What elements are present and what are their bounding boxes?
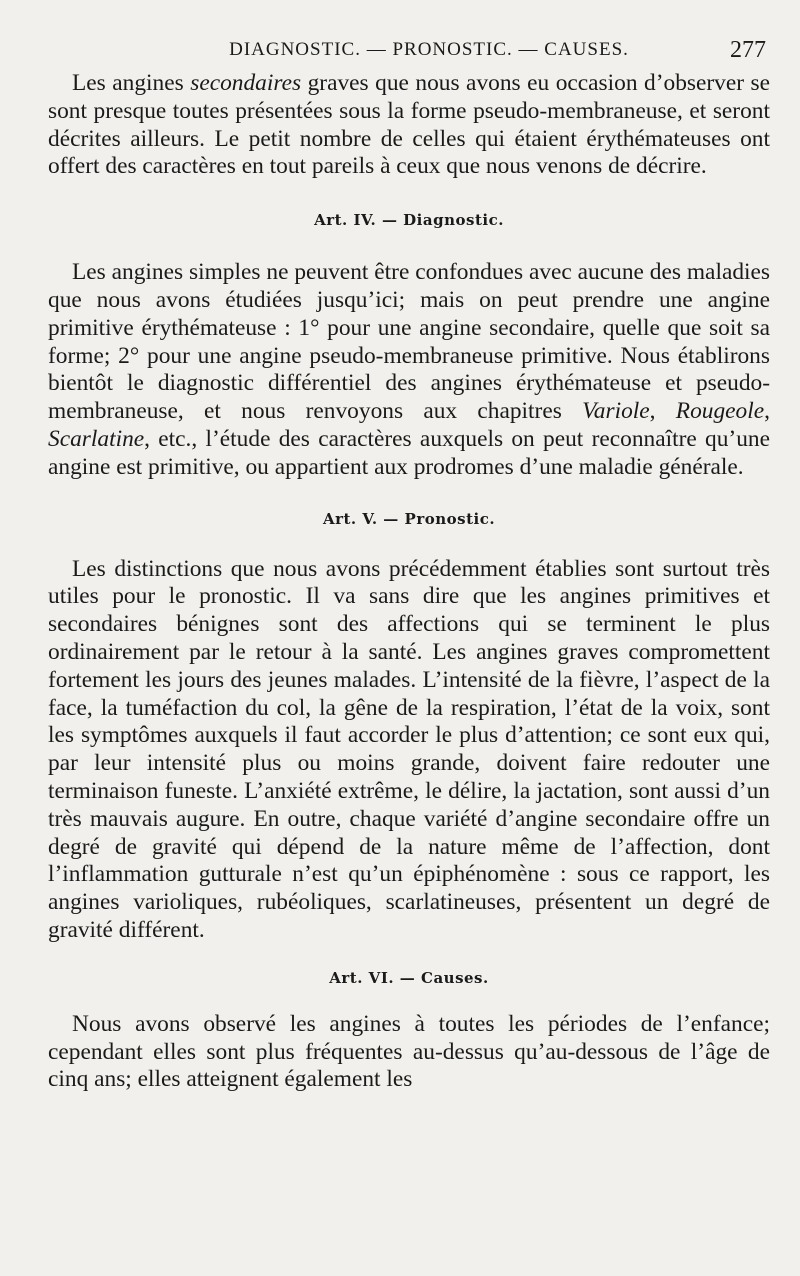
intro-text-b: graves que nous avons eu occasion d’observer se sont presque toutes présentées sous la forme pseudo-membraneuse, et seront décrites ailleurs. Le petit nombre de celles qui étaient érythémateuses ont offert des caractères en tout pareils à ceux que nous venons de décrire. <box>48 70 771 180</box>
chapter-ref-variole: Variole <box>582 398 650 425</box>
intro-italic-term: secondaires <box>190 70 302 96</box>
section-heading-causes: Art. VI. — Causes. <box>329 968 489 987</box>
causes-paragraph: Nous avons observé les angines à toutes les périodes de l’enfance; cependant elles sont plus fréquentes au-dessus qu’au-dessous de l’âge de cinq ans; elles atteignent également les <box>48 1010 770 1093</box>
diagnostic-text-a: Les angines simples ne peuvent être confondues avec aucune des maladies que nous avons étudiées jusqu’ici; mais on peut prendre une angine primitive érythémateuse : 1° pour une angine secondaire, quelle que soit sa forme; 2° pour une angine pseudo-membraneuse primitive. Nous établirons bientôt le diagnostic différentiel des angines érythémateuse et pseudo-membraneuse, et nous renvoyons aux chapitres <box>48 259 770 425</box>
page-header <box>48 30 770 70</box>
chapter-ref-scarlatine: Scarlatine <box>48 425 145 452</box>
pronostic-paragraph: Les distinctions que nous avons précédemment établies sont surtout très utiles pour le pronostic. Il va sans dire que les angines primitives et secondaires bénignes sont des affections qui se terminent le plus ordinairement par le retour à la santé. Les angines graves compromettent fortement les jours des jeunes malades. L’intensité de la fièvre, l’aspect de la face, la tuméfaction du col, la gêne de la respiration, l’état de la voix, sont les symptômes auxquels il faut accorder le plus d’attention; ce sont eux qui, par leur intensité plus ou moins grande, doivent faire redouter une terminaison funeste. L’anxiété extrême, le délire, la jactation, sont aussi d’un très mauvais augure. En outre, chaque variété d’angine secondaire offre un degré de gravité qui dépend de la nature même de l’affection, dont l’inflammation gutturale n’est qu’un épiphénomène : sous ce rapport, les angines varioliques, rubéoliques, scarlatineuses, présentent un degré de gravité différent. <box>48 555 770 943</box>
diagnostic-sep-1: , <box>649 398 676 425</box>
intro-text-a: Les angines <box>72 70 191 96</box>
page-number: 277 <box>730 37 766 63</box>
diagnostic-sep-2: , <box>764 398 770 425</box>
running-title: DIAGNOSTIC. — PRONOSTIC. — CAUSES. <box>229 39 629 60</box>
diagnostic-text-b: , etc., l’étude des caractères auxquels on peut reconnaître qu’une angine est primitive, ou appartient aux prodromes d’une maladie générale. <box>48 425 770 480</box>
intro-paragraph <box>48 70 770 181</box>
chapter-ref-rougeole: Rougeole <box>675 398 765 425</box>
section-heading-pronostic: Art. V. — Pronostic. <box>322 509 496 528</box>
diagnostic-paragraph <box>48 259 770 481</box>
section-heading-diagnostic: Art. IV. — Diagnostic. <box>314 211 504 230</box>
